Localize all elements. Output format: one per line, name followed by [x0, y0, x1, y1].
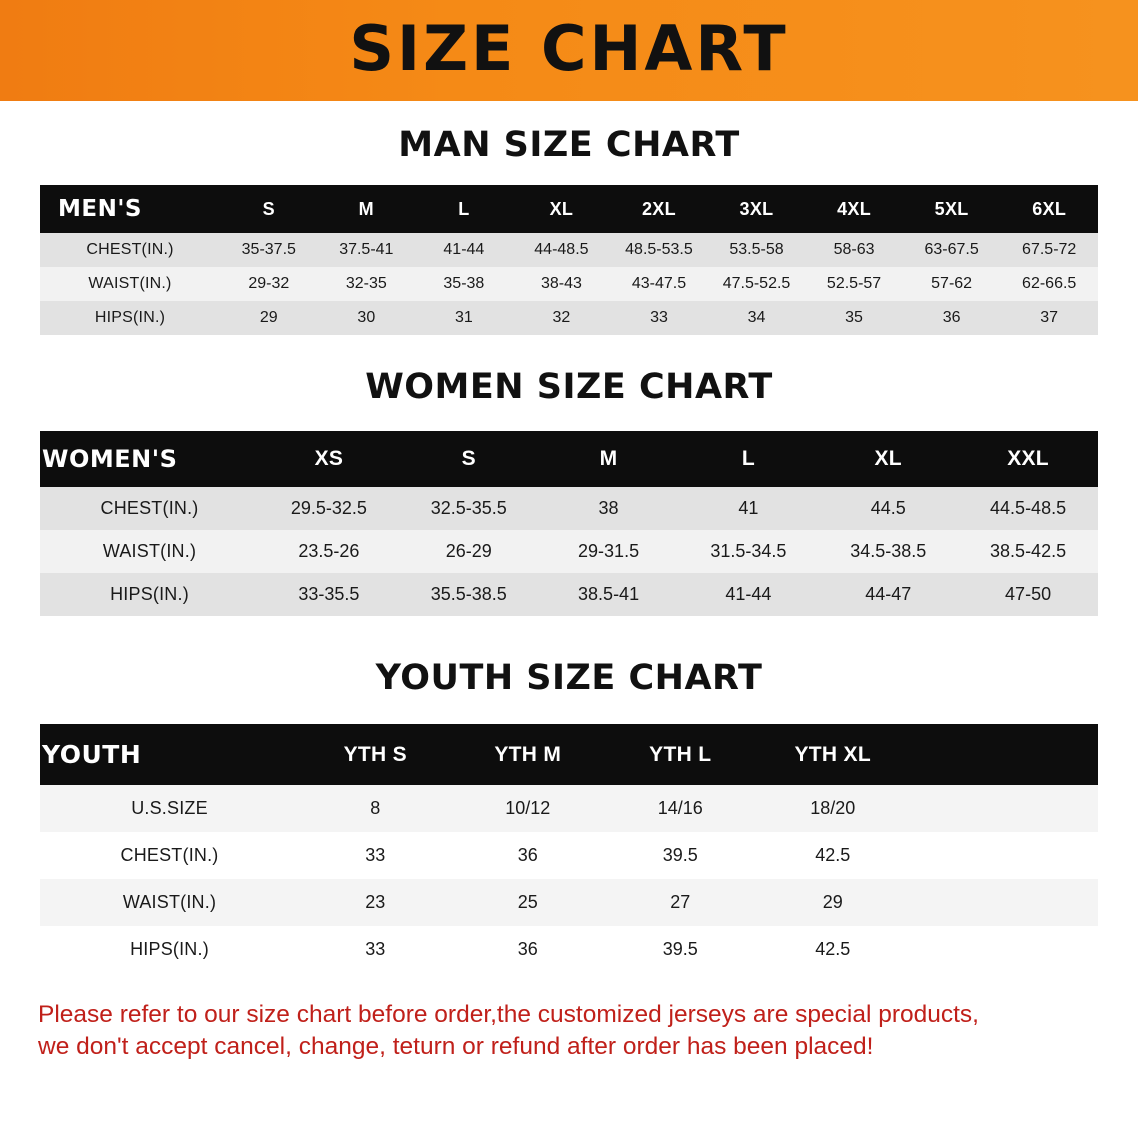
table-cell-empty: [909, 832, 1098, 879]
table-header-row: [40, 185, 1098, 233]
table-cell: 29.5-32.5: [259, 487, 399, 530]
table-cell: 32.5-35.5: [399, 487, 539, 530]
table-cell: 23.5-26: [259, 530, 399, 573]
column-header: XL: [549, 198, 574, 219]
row-header: HIPS(IN.): [40, 926, 299, 973]
column-header: L: [458, 198, 470, 219]
women-size-table: [40, 431, 1098, 616]
table-row: [40, 530, 1098, 573]
table-row: [40, 832, 1098, 879]
table-cell: 38: [539, 487, 679, 530]
table-cell: 18/20: [757, 785, 910, 832]
table-header-row: [40, 724, 1098, 785]
table-cell: 32: [513, 301, 611, 335]
column-header: M: [358, 198, 374, 219]
column-header: 4XL: [837, 198, 872, 219]
table-cell: 37.5-41: [318, 233, 416, 267]
column-header: YOUTH: [42, 740, 142, 769]
table-cell: 8: [299, 785, 452, 832]
table-cell: 38.5-41: [539, 573, 679, 616]
table-cell: 44-48.5: [513, 233, 611, 267]
column-header: XXL: [1007, 447, 1049, 470]
women-section-title: WOMEN SIZE CHART: [365, 367, 773, 407]
policy-note-line-1: Please refer to our size chart before order,the customized jerseys are special products,: [38, 1001, 979, 1028]
column-header-spacer: [909, 724, 1098, 785]
policy-note: [38, 999, 1100, 1064]
row-header: U.S.SIZE: [40, 785, 299, 832]
man-section-title: MAN SIZE CHART: [398, 125, 740, 165]
man-size-table: [40, 185, 1098, 335]
row-header: HIPS(IN.): [40, 573, 259, 616]
youth-size-table: [40, 724, 1098, 973]
table-cell: 63-67.5: [903, 233, 1001, 267]
table-cell: 10/12: [452, 785, 605, 832]
table-cell: 26-29: [399, 530, 539, 573]
table-cell: 67.5-72: [1000, 233, 1098, 267]
table-header-row: [40, 431, 1098, 487]
column-header: WOMEN'S: [42, 445, 178, 473]
column-header: M: [599, 447, 618, 470]
table-cell: 29-32: [220, 267, 318, 301]
table-cell: 57-62: [903, 267, 1001, 301]
column-header: 6XL: [1032, 198, 1067, 219]
youth-table-header: [40, 724, 1098, 785]
row-header: HIPS(IN.): [40, 301, 220, 335]
table-cell: 35.5-38.5: [399, 573, 539, 616]
women-table-wrap: [40, 431, 1098, 616]
table-row: [40, 573, 1098, 616]
table-row: [40, 233, 1098, 267]
column-header: MEN'S: [58, 196, 142, 222]
table-cell: 32-35: [318, 267, 416, 301]
column-header: 5XL: [934, 198, 969, 219]
table-cell: 58-63: [805, 233, 903, 267]
table-cell: 47-50: [958, 573, 1098, 616]
table-cell: 33-35.5: [259, 573, 399, 616]
column-header: XL: [874, 447, 902, 470]
women-table-header: [40, 431, 1098, 487]
column-header: YTH S: [343, 742, 407, 766]
man-table-header: [40, 185, 1098, 233]
column-header: 2XL: [642, 198, 676, 219]
table-cell: 33: [299, 926, 452, 973]
man-table-body: [40, 233, 1098, 335]
table-cell-empty: [909, 879, 1098, 926]
table-cell: 41: [678, 487, 818, 530]
table-cell: 42.5: [757, 926, 910, 973]
table-row: [40, 785, 1098, 832]
youth-section-title: YOUTH SIZE CHART: [375, 658, 763, 698]
table-cell: 31: [415, 301, 513, 335]
column-header: S: [461, 447, 476, 470]
table-row: [40, 267, 1098, 301]
table-cell: 62-66.5: [1000, 267, 1098, 301]
column-header: L: [741, 447, 755, 470]
table-cell: 36: [452, 832, 605, 879]
row-header: CHEST(IN.): [40, 832, 299, 879]
table-cell: 39.5: [604, 926, 757, 973]
table-row: [40, 926, 1098, 973]
women-table-body: [40, 487, 1098, 616]
table-cell: 44.5-48.5: [958, 487, 1098, 530]
table-cell: 44-47: [818, 573, 958, 616]
table-cell-empty: [909, 785, 1098, 832]
row-header: WAIST(IN.): [40, 530, 259, 573]
table-cell: 35-38: [415, 267, 513, 301]
table-cell-empty: [909, 926, 1098, 973]
row-header: CHEST(IN.): [40, 487, 259, 530]
youth-table-body: [40, 785, 1098, 973]
banner: [0, 0, 1138, 101]
youth-table-wrap: [40, 724, 1098, 973]
table-cell: 53.5-58: [708, 233, 806, 267]
table-cell: 29-31.5: [539, 530, 679, 573]
table-cell: 38-43: [513, 267, 611, 301]
table-cell: 36: [452, 926, 605, 973]
column-header: YTH M: [494, 742, 562, 766]
table-cell: 38.5-42.5: [958, 530, 1098, 573]
table-cell: 25: [452, 879, 605, 926]
row-header: CHEST(IN.): [40, 233, 220, 267]
column-header: YTH XL: [794, 742, 871, 766]
page-title: SIZE CHART: [349, 11, 789, 85]
table-cell: 34.5-38.5: [818, 530, 958, 573]
column-header: XS: [314, 447, 344, 470]
table-cell: 41-44: [678, 573, 818, 616]
table-cell: 44.5: [818, 487, 958, 530]
table-cell: 37: [1000, 301, 1098, 335]
table-cell: 30: [318, 301, 416, 335]
man-table-wrap: [40, 185, 1098, 335]
row-header: WAIST(IN.): [40, 879, 299, 926]
table-row: [40, 487, 1098, 530]
table-cell: 36: [903, 301, 1001, 335]
table-row: [40, 301, 1098, 335]
table-row: [40, 879, 1098, 926]
table-cell: 29: [757, 879, 910, 926]
table-cell: 31.5-34.5: [678, 530, 818, 573]
policy-note-line-2: we don't accept cancel, change, teturn or refund after order has been placed!: [38, 1033, 874, 1061]
table-cell: 23: [299, 879, 452, 926]
table-cell: 33: [299, 832, 452, 879]
table-cell: 14/16: [604, 785, 757, 832]
table-cell: 43-47.5: [610, 267, 708, 301]
column-header: YTH L: [649, 742, 712, 766]
table-cell: 33: [610, 301, 708, 335]
table-cell: 48.5-53.5: [610, 233, 708, 267]
table-cell: 41-44: [415, 233, 513, 267]
table-cell: 47.5-52.5: [708, 267, 806, 301]
table-cell: 42.5: [757, 832, 910, 879]
table-cell: 35: [805, 301, 903, 335]
table-cell: 52.5-57: [805, 267, 903, 301]
column-header: 3XL: [739, 198, 774, 219]
row-header: WAIST(IN.): [40, 267, 220, 301]
table-cell: 27: [604, 879, 757, 926]
column-header: S: [262, 198, 275, 219]
table-cell: 29: [220, 301, 318, 335]
table-cell: 34: [708, 301, 806, 335]
table-cell: 39.5: [604, 832, 757, 879]
table-cell: 35-37.5: [220, 233, 318, 267]
